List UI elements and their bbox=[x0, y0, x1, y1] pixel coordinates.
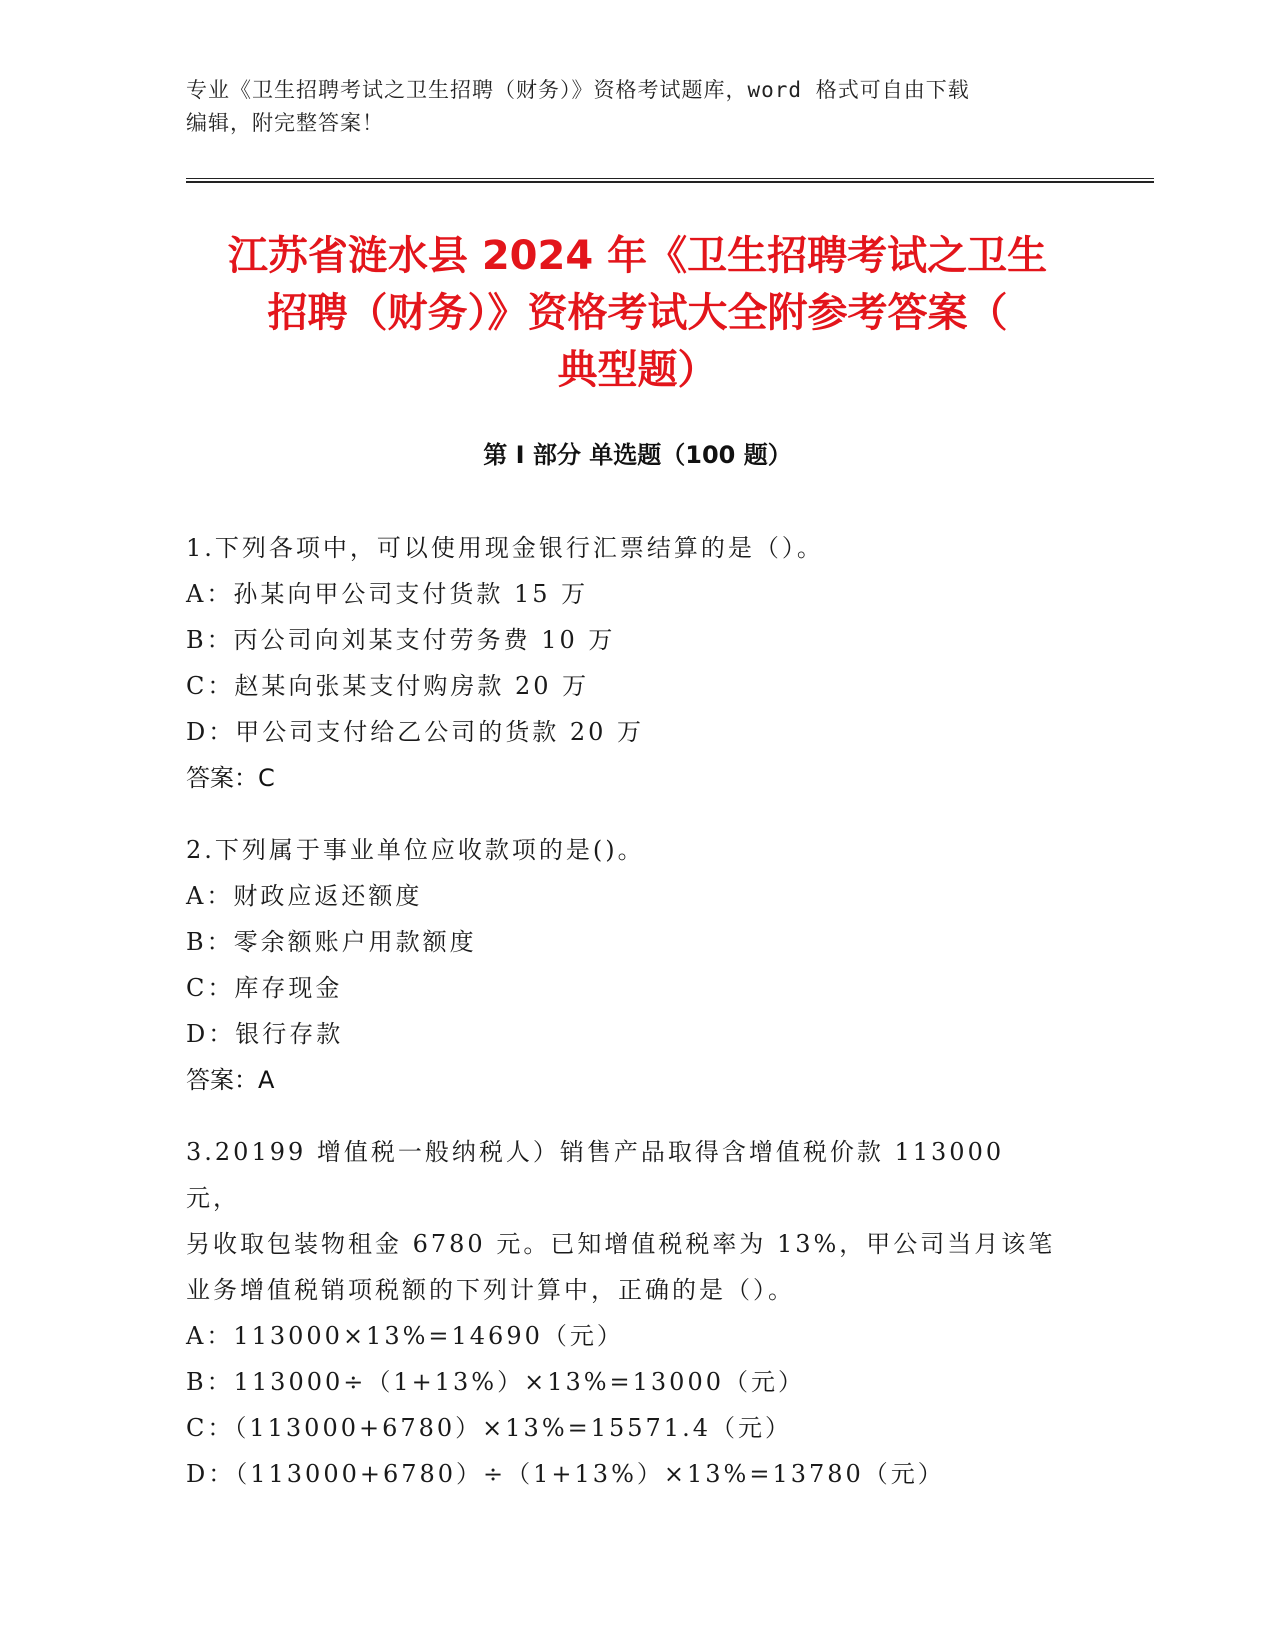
question-1-option-c: C：赵某向张某支付购房款 20 万 bbox=[186, 672, 590, 700]
header-rule-thick bbox=[186, 181, 1154, 183]
question-2-option-b: B：零余额账户用款额度 bbox=[186, 928, 477, 956]
question-1-option-d: D：甲公司支付给乙公司的货款 20 万 bbox=[186, 718, 645, 746]
question-1 bbox=[186, 525, 1066, 801]
question-2-option-d: D：银行存款 bbox=[186, 1020, 344, 1048]
question-3-option-a: A：113000×13%=14690（元） bbox=[186, 1322, 624, 1350]
header-rule-thin bbox=[186, 178, 1154, 179]
title-line-3: 典型题） bbox=[557, 347, 718, 393]
question-3-stem-line-3: 业务增值税销项税额的下列计算中，正确的是（）。 bbox=[186, 1276, 795, 1304]
question-3 bbox=[186, 1129, 1066, 1497]
title-line-1: 江苏省涟水县 2024 年《卫生招聘考试之卫生 bbox=[227, 233, 1048, 279]
header-note bbox=[186, 74, 1086, 140]
title-line-2: 招聘（财务）》资格考试大全附参考答案（ bbox=[267, 290, 1008, 336]
question-2-stem: 2.下列属于事业单位应收款项的是()。 bbox=[186, 836, 645, 864]
question-2-option-c: C：库存现金 bbox=[186, 974, 343, 1002]
question-2-answer: 答案：A bbox=[186, 1066, 275, 1094]
question-1-answer: 答案：C bbox=[186, 764, 275, 792]
question-3-option-d: D：（113000+6780）÷（1+13%）×13%=13780（元） bbox=[186, 1460, 945, 1488]
question-2-option-a: A：财政应返还额度 bbox=[186, 882, 423, 910]
question-3-stem-line-1: 3.20199 增值税一般纳税人）销售产品取得含增值税价款 113000 元， bbox=[186, 1138, 1005, 1212]
question-3-stem-line-2: 另收取包装物租金 6780 元。已知增值税税率为 13%，甲公司当月该笔 bbox=[186, 1230, 1056, 1258]
question-3-option-b: B：113000÷（1+13%）×13%=13000（元） bbox=[186, 1368, 805, 1396]
question-1-option-a: A：孙某向甲公司支付货款 15 万 bbox=[186, 580, 589, 608]
document-title bbox=[150, 228, 1125, 399]
header-note-line-1: 专业《卫生招聘考试之卫生招聘（财务）》资格考试题库，word 格式可自由下载 bbox=[186, 78, 970, 102]
question-1-option-b: B：丙公司向刘某支付劳务费 10 万 bbox=[186, 626, 616, 654]
question-2 bbox=[186, 827, 1066, 1103]
question-1-stem: 1.下列各项中，可以使用现金银行汇票结算的是（）。 bbox=[186, 534, 824, 562]
header-note-line-2: 编辑，附完整答案！ bbox=[186, 111, 384, 135]
question-list bbox=[186, 525, 1066, 1523]
question-3-option-c: C：（113000+6780）×13%=15571.4（元） bbox=[186, 1414, 792, 1442]
section-heading: 第 I 部分 单选题（100 题） bbox=[483, 441, 792, 469]
